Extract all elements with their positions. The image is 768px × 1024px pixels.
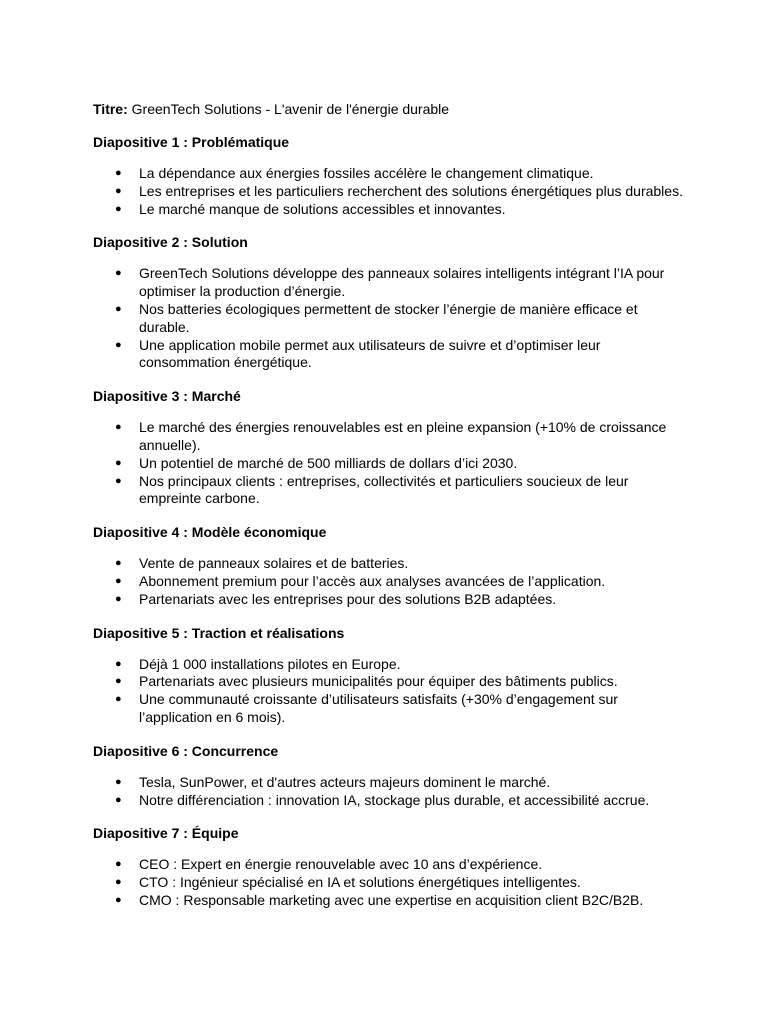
list-item-text: La dépendance aux énergies fossiles accélère le changement climatique.: [139, 165, 594, 181]
list-item-text: Abonnement premium pour l’accès aux analyses avancées de l’application.: [139, 572, 606, 589]
bullet-icon: ●: [115, 474, 122, 487]
bullet-list: [93, 165, 683, 218]
document-title: [93, 100, 683, 118]
bullet-icon: ●: [115, 421, 122, 434]
list-item: [93, 691, 683, 727]
list-item: [93, 555, 683, 573]
bullet-icon: ●: [115, 267, 122, 280]
bullet-icon: ●: [115, 184, 122, 197]
bullet-icon: ●: [115, 167, 122, 179]
list-item: [93, 165, 683, 183]
slide-section: [93, 523, 683, 608]
list-item-text: Une application mobile permet aux utilisateurs de suivre et d’optimiser leur consommation énergétique.: [139, 336, 601, 371]
list-item: [93, 419, 683, 455]
bullet-list: [93, 774, 683, 810]
list-item-text: Une communauté croissante d’utilisateurs satisfaits (+30% d’engagement sur l’application en 6 mois).: [139, 691, 618, 725]
list-item: [93, 265, 683, 301]
list-item: [93, 591, 683, 609]
section-heading: Diapositive 6 : Concurrence: [93, 742, 279, 759]
section-heading: Diapositive 4 : Modèle économique: [93, 524, 327, 541]
list-item: [93, 337, 683, 373]
list-item: [93, 856, 683, 874]
bullet-icon: ●: [115, 893, 122, 906]
bullet-list: [93, 419, 683, 508]
section-heading: Diapositive 1 : Problématique: [93, 134, 290, 150]
title-text: GreenTech Solutions - L'avenir de l'énergie durable: [127, 101, 450, 117]
list-item-text: CMO : Responsable marketing avec une expertise en acquisition client B2C/B2B.: [139, 891, 644, 908]
list-item-text: Partenariats avec plusieurs municipalités pour équiper des bâtiments publics.: [139, 673, 618, 690]
list-item-text: Partenariats avec les entreprises pour des solutions B2B adaptées.: [139, 590, 557, 607]
slide-section: [93, 624, 683, 727]
bullet-icon: ●: [115, 338, 122, 351]
list-item: [93, 455, 683, 473]
title-label: Titre:: [93, 101, 128, 117]
list-item-text: Tesla, SunPower, et d'autres acteurs majeurs dominent le marché.: [139, 773, 551, 790]
bullet-icon: ●: [115, 456, 122, 469]
slide-section: [93, 387, 683, 508]
bullet-icon: ●: [115, 793, 122, 806]
sections-container: [93, 133, 683, 910]
bullet-icon: ●: [115, 574, 122, 587]
slide-section: [93, 742, 683, 810]
list-item-text: Déjà 1 000 installations pilotes en Europe.: [139, 655, 401, 672]
slide-section: [93, 824, 683, 909]
list-item-text: Vente de panneaux solaires et de batteries.: [139, 555, 409, 572]
list-item-text: Nos batteries écologiques permettent de stocker l’énergie de manière efficace et durable.: [139, 300, 638, 335]
slide-section: [93, 133, 683, 218]
list-item: [93, 201, 683, 219]
bullet-icon: ●: [115, 693, 122, 706]
list-item-text: GreenTech Solutions développe des panneaux solaires intelligents intégrant l’IA pour optimiser la production d’énergie.: [139, 265, 665, 300]
list-item-text: CTO : Ingénieur spécialisé en IA et solutions énergétiques intelligentes.: [139, 874, 581, 891]
list-item-text: Le marché manque de solutions accessibles et innovantes.: [139, 200, 506, 217]
bullet-icon: ●: [115, 592, 122, 605]
list-item: [93, 573, 683, 591]
bullet-icon: ●: [115, 775, 122, 788]
list-item: [93, 473, 683, 509]
list-item: [93, 874, 683, 892]
section-heading: Diapositive 5 : Traction et réalisations: [93, 624, 345, 641]
bullet-icon: ●: [115, 202, 122, 215]
bullet-icon: ●: [115, 675, 122, 688]
bullet-icon: ●: [115, 858, 122, 871]
list-item: [93, 892, 683, 910]
list-item-text: Les entreprises et les particuliers recherchent des solutions énergétiques plus durables.: [139, 182, 683, 199]
section-heading: Diapositive 2 : Solution: [93, 234, 248, 251]
list-item-text: CEO : Expert en énergie renouvelable avec 10 ans d’expérience.: [139, 856, 543, 873]
bullet-list: [93, 265, 683, 372]
list-item-text: Un potentiel de marché de 500 milliards de dollars d’ici 2030.: [139, 454, 518, 471]
list-item-text: Nos principaux clients : entreprises, collectivités et particuliers soucieux de leur empreinte carbone.: [139, 472, 629, 507]
section-heading: Diapositive 3 : Marché: [93, 388, 241, 405]
list-item-text: Notre différenciation : innovation IA, stockage plus durable, et accessibilité accrue.: [139, 791, 650, 808]
bullet-icon: ●: [115, 657, 122, 670]
list-item: [93, 774, 683, 792]
bullet-icon: ●: [115, 557, 122, 570]
slide-section: [93, 233, 683, 372]
list-item: [93, 301, 683, 337]
document-content: [93, 100, 683, 925]
bullet-list: [93, 555, 683, 608]
bullet-list: [93, 656, 683, 727]
list-item: [93, 656, 683, 674]
list-item: [93, 673, 683, 691]
list-item: [93, 792, 683, 810]
list-item: [93, 183, 683, 201]
bullet-icon: ●: [115, 302, 122, 315]
section-heading: Diapositive 7 : Équipe: [93, 825, 239, 842]
bullet-list: [93, 856, 683, 909]
bullet-icon: ●: [115, 876, 122, 889]
list-item-text: Le marché des énergies renouvelables est en pleine expansion (+10% de croissance annuelle).: [139, 419, 667, 453]
